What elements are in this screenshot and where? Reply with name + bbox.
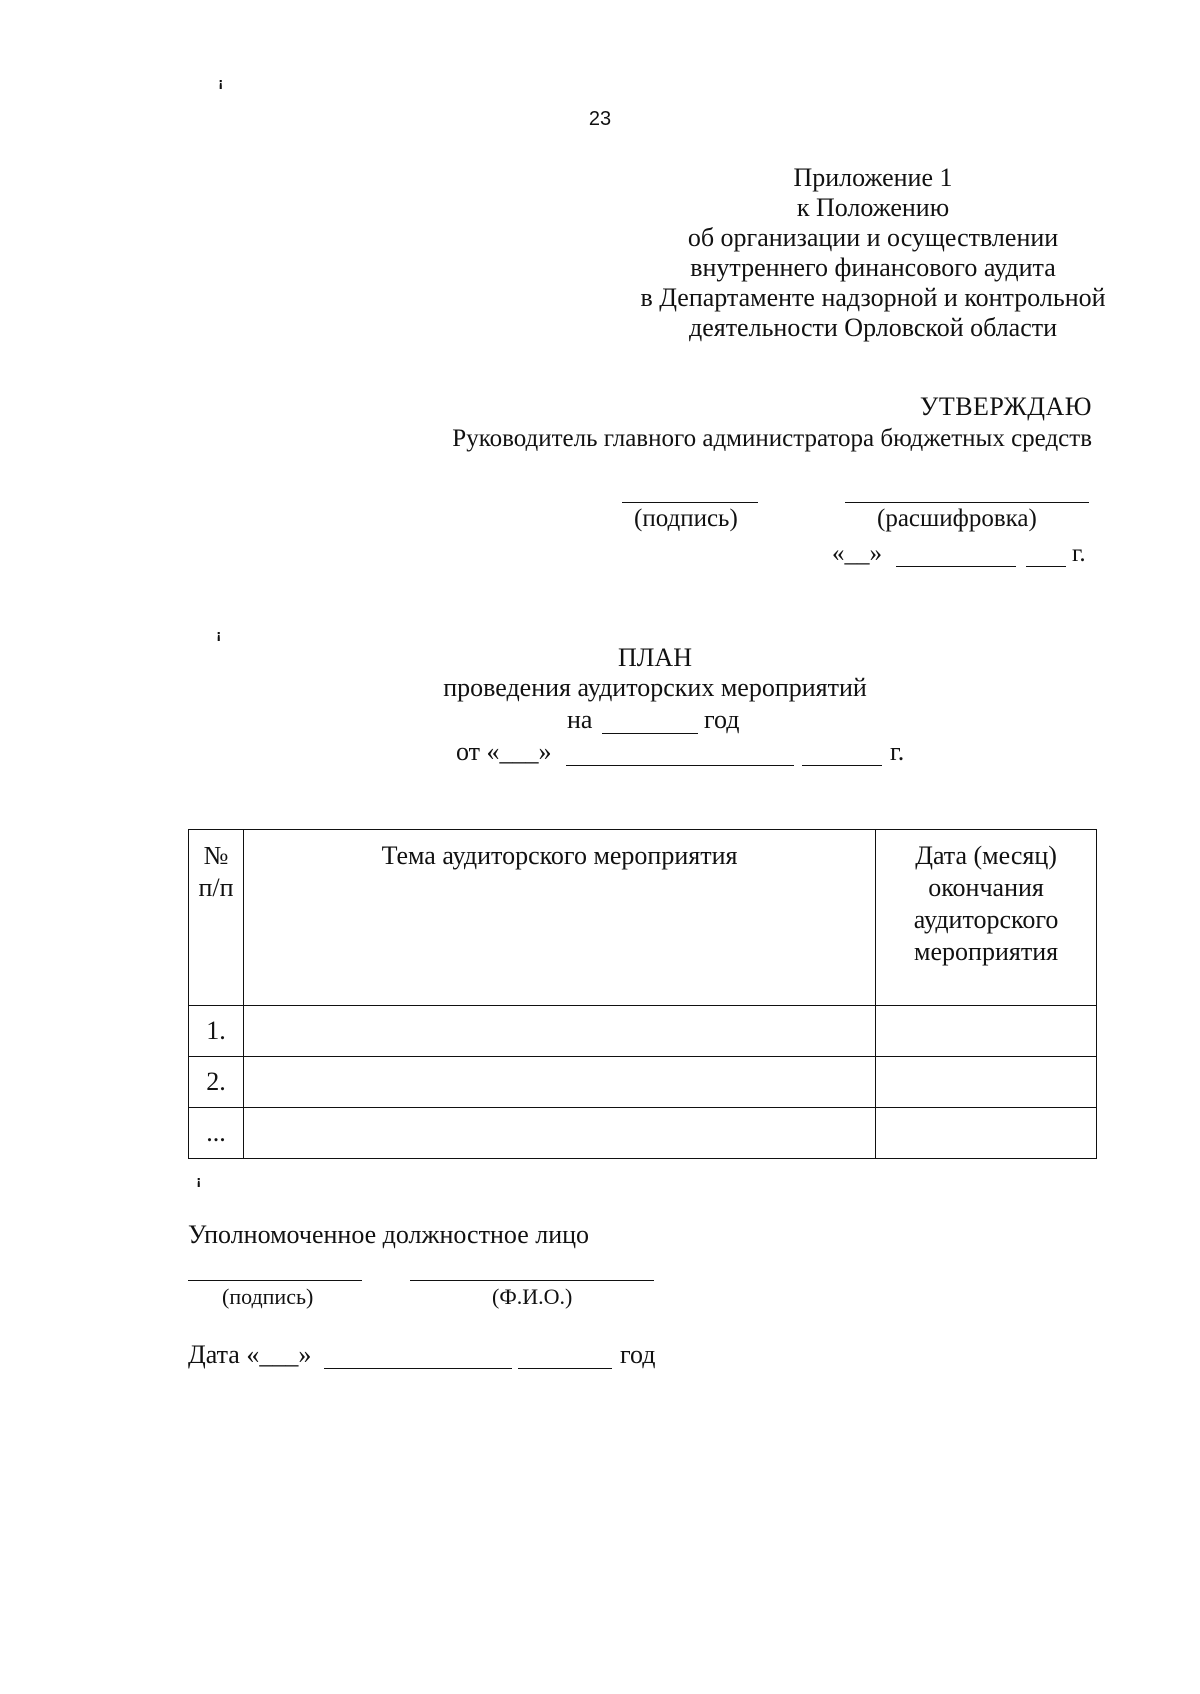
- row-date-cell[interactable]: [876, 1006, 1097, 1057]
- appendix-line: к Положению: [796, 193, 950, 222]
- row-topic-cell[interactable]: [243, 1006, 875, 1057]
- footer-date-month-line: [324, 1368, 512, 1369]
- row-number: 1.: [189, 1006, 244, 1057]
- footer-signature-line: [188, 1280, 362, 1281]
- row-date-cell[interactable]: [876, 1108, 1097, 1159]
- plan-title: ПЛАН: [618, 643, 692, 672]
- footer-signature-caption: (подпись): [222, 1284, 314, 1309]
- header-date-line: Дата (месяц): [915, 841, 1057, 870]
- approval-date-month-line: [896, 566, 1016, 567]
- scan-mark: ¡: [218, 76, 224, 90]
- approval-signature-line: [622, 502, 758, 503]
- appendix-line: в Департаменте надзорной и контрольной: [640, 283, 1106, 312]
- row-topic-cell[interactable]: [243, 1057, 875, 1108]
- table-row: [189, 1108, 1097, 1159]
- header-date: [876, 830, 1097, 1006]
- approval-date-suffix: г.: [1072, 540, 1086, 567]
- header-topic: Тема аудиторского мероприятия: [243, 830, 875, 1006]
- header-number: [189, 830, 244, 1006]
- row-number: ...: [189, 1108, 244, 1159]
- row-topic-cell[interactable]: [243, 1108, 875, 1159]
- approval-title: УТВЕРЖДАЮ: [919, 392, 1092, 421]
- footer-date-prefix: Дата «___»: [188, 1340, 312, 1369]
- row-date-cell[interactable]: [876, 1057, 1097, 1108]
- plan-date-year-line: [802, 765, 882, 766]
- scan-mark: ¡: [216, 628, 222, 642]
- footer-date-year-line: [518, 1368, 612, 1369]
- plan-year-suffix: год: [704, 705, 740, 734]
- header-date-line: окончания: [928, 873, 1044, 902]
- approval-decoding-line: [845, 502, 1089, 503]
- approval-decoding-caption: (расшифровка): [877, 505, 1037, 532]
- plan-date-prefix: от «___»: [456, 737, 552, 766]
- plan-subtitle: проведения аудиторских мероприятий: [443, 673, 867, 702]
- footer-official-label: Уполномоченное должностное лицо: [188, 1220, 590, 1249]
- plan-date-month-line: [566, 765, 794, 766]
- scan-mark: ¡: [196, 1174, 202, 1188]
- approval-date-year-line: [1026, 566, 1066, 567]
- plan-date-suffix: г.: [890, 737, 905, 766]
- approval-subtitle: Руководитель главного администратора бюджетных средств: [452, 425, 1092, 452]
- table-row: [189, 1057, 1097, 1108]
- appendix-line: Приложение 1: [793, 163, 953, 192]
- header-number-line: №: [203, 841, 229, 870]
- appendix-line: об организации и осуществлении: [687, 223, 1059, 252]
- footer-name-caption: (Ф.И.О.): [492, 1284, 573, 1309]
- appendix-line: внутреннего финансового аудита: [690, 253, 1056, 282]
- row-number: 2.: [189, 1057, 244, 1108]
- plan-year-prefix: на: [567, 705, 593, 734]
- header-date-line: мероприятия: [914, 937, 1059, 966]
- table-header-row: [189, 830, 1097, 1006]
- plan-table: [188, 829, 1097, 1159]
- header-number-line: п/п: [198, 873, 234, 902]
- approval-date-open: «__»: [832, 540, 882, 567]
- plan-year-line: [602, 733, 698, 734]
- appendix-line: деятельности Орловской области: [688, 313, 1058, 342]
- footer-name-line: [410, 1280, 654, 1281]
- header-date-line: аудиторского: [913, 905, 1059, 934]
- appendix-block: [630, 163, 1116, 343]
- table-row: [189, 1006, 1097, 1057]
- page-number: 23: [588, 108, 612, 130]
- approval-signature-caption: (подпись): [634, 505, 738, 532]
- footer-date-suffix: год: [620, 1340, 656, 1369]
